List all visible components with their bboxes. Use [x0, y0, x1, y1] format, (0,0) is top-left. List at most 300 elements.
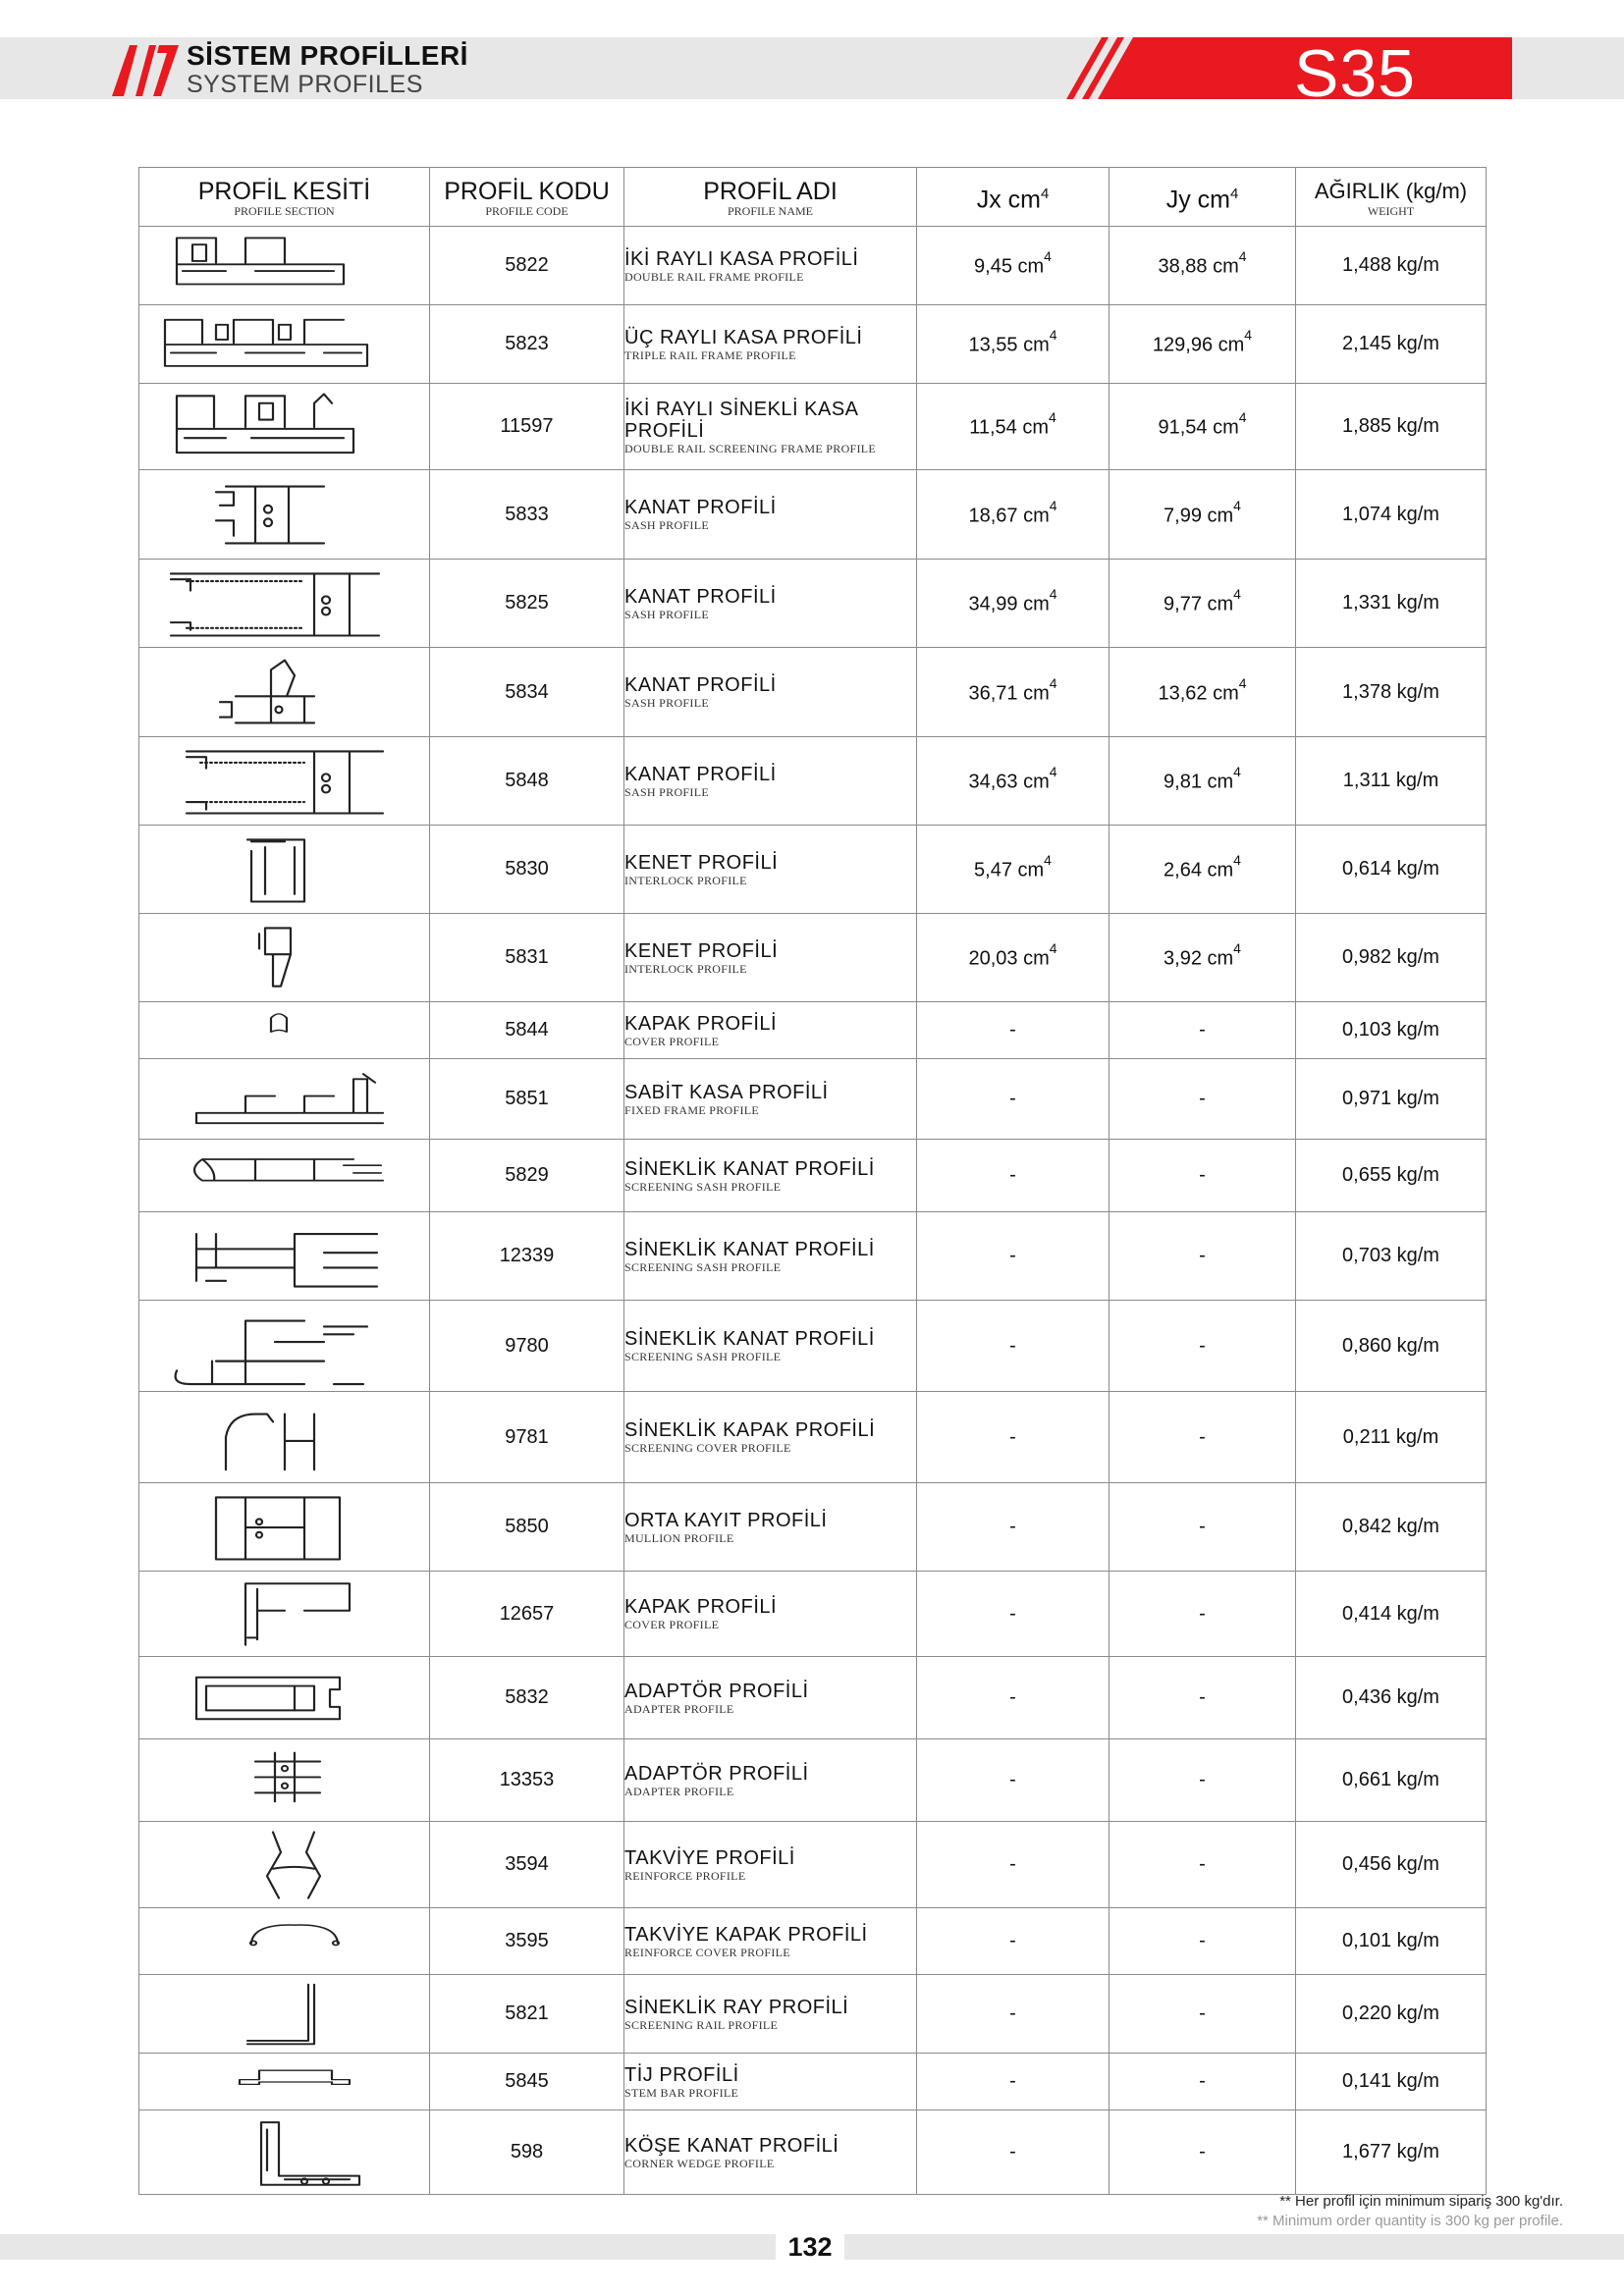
- jx-cell: [917, 1572, 1110, 1657]
- jx-exponent: 4: [1044, 852, 1052, 869]
- jx-value: -: [1009, 1853, 1016, 1875]
- profile-name-en: SASH PROFILE: [624, 518, 709, 532]
- profile-section-cell: [139, 2054, 430, 2110]
- table-row: [139, 1002, 1487, 1059]
- profile-section-cell: [139, 914, 430, 1002]
- profile-name-en: INTERLOCK PROFILE: [624, 961, 747, 976]
- weight-value: 1,074 kg/m: [1296, 470, 1487, 560]
- jy-value: 13,62 cm: [1158, 682, 1239, 705]
- screening-cover-section-icon: [157, 1395, 412, 1479]
- profile-section-cell: [139, 648, 430, 737]
- table-row: [139, 1822, 1487, 1908]
- jy-value: -: [1199, 1019, 1206, 1041]
- column-header-section: PROFİL KESİTİ PROFILE SECTION: [139, 168, 430, 227]
- profile-name-cell: [624, 737, 917, 826]
- jy-cell: [1110, 1483, 1296, 1572]
- profile-table: [138, 167, 1487, 2195]
- jx-exponent: 4: [1049, 497, 1057, 513]
- weight-value: 1,311 kg/m: [1296, 737, 1487, 826]
- jy-value: 129,96 cm: [1152, 334, 1245, 356]
- jy-value: -: [1199, 1425, 1206, 1448]
- jx-exponent: 4: [1048, 409, 1056, 426]
- table-row: [139, 1739, 1487, 1822]
- jy-cell: [1110, 1301, 1296, 1392]
- jy-value: -: [1199, 1853, 1206, 1875]
- jy-exponent: 4: [1238, 674, 1247, 691]
- weight-value: 0,703 kg/m: [1296, 1212, 1487, 1301]
- jy-value: -: [1199, 1164, 1206, 1186]
- header-title-tr: SİSTEM PROFİLLERİ: [187, 40, 468, 71]
- table-row: [139, 560, 1487, 648]
- jx-value: -: [1009, 1602, 1016, 1625]
- jy-value: 7,99 cm: [1164, 505, 1234, 527]
- jx-cell: [917, 1301, 1110, 1392]
- jy-cell: [1110, 305, 1296, 384]
- table-row: [139, 227, 1487, 305]
- column-header-code: PROFİL KODU PROFILE CODE: [430, 168, 624, 227]
- jy-cell: [1110, 1392, 1296, 1483]
- weight-value: 0,842 kg/m: [1296, 1483, 1487, 1572]
- jx-value: -: [1009, 1686, 1016, 1708]
- jy-exponent: 4: [1233, 764, 1241, 780]
- profile-code: 12657: [430, 1572, 624, 1657]
- jx-exponent: 4: [1044, 248, 1052, 265]
- jx-value: -: [1009, 1164, 1016, 1186]
- jy-exponent: 4: [1238, 248, 1247, 265]
- jy-value: -: [1199, 1088, 1206, 1109]
- weight-value: 0,211 kg/m: [1296, 1392, 1487, 1483]
- jy-value: -: [1199, 1516, 1206, 1537]
- weight-value: 1,677 kg/m: [1296, 2110, 1487, 2195]
- profile-name-en: SCREENING SASH PROFILE: [624, 1179, 782, 1194]
- jx-exponent: 4: [1049, 940, 1057, 957]
- table-row: [139, 737, 1487, 826]
- profile-code: 598: [430, 2110, 624, 2195]
- profile-name-en: ADAPTER PROFILE: [624, 1701, 734, 1716]
- reinforce-cover-section-icon: [157, 1911, 412, 1972]
- jx-value: -: [1009, 1425, 1016, 1448]
- jx-cell: [917, 305, 1110, 384]
- jx-cell: [917, 1002, 1110, 1059]
- sash-section-icon: [157, 562, 412, 645]
- screening-rail-section-icon: [157, 1978, 412, 2051]
- jy-cell: [1110, 470, 1296, 560]
- profile-name-cell: [624, 1739, 917, 1822]
- page-number: 132: [776, 2232, 844, 2263]
- profile-name-cell: [624, 1822, 917, 1908]
- jx-value: -: [1009, 1245, 1016, 1266]
- jy-value: -: [1199, 1334, 1206, 1357]
- double-rail-frame-section-icon: [157, 230, 412, 302]
- profile-code: 5832: [430, 1657, 624, 1739]
- table-row: [139, 914, 1487, 1002]
- jx-cell: [917, 1657, 1110, 1739]
- profile-name-en: SASH PROFILE: [624, 784, 709, 799]
- profile-section-cell: [139, 470, 430, 560]
- table-row: [139, 1975, 1487, 2054]
- weight-value: 0,141 kg/m: [1296, 2054, 1487, 2110]
- profile-section-cell: [139, 384, 430, 470]
- profile-code: 5844: [430, 1002, 624, 1059]
- jy-value: 9,81 cm: [1164, 771, 1234, 793]
- profile-name-tr: TAKVİYE KAPAK PROFİLİ: [624, 1923, 868, 1946]
- jx-value: 9,45 cm: [974, 255, 1045, 278]
- jy-value: 91,54 cm: [1158, 416, 1239, 439]
- jx-value: 18,67 cm: [968, 505, 1050, 527]
- profile-name-tr: SİNEKLİK KANAT PROFİLİ: [624, 1157, 875, 1180]
- jx-cell: [917, 1212, 1110, 1301]
- order-note-tr: ** Her profil için minimum sipariş 300 kg'dır.: [1279, 2193, 1563, 2210]
- profile-name-tr: SİNEKLİK KANAT PROFİLİ: [624, 1238, 875, 1260]
- jy-cell: [1110, 384, 1296, 470]
- table-row: [139, 305, 1487, 384]
- table-row: [139, 1301, 1487, 1392]
- profile-section-cell: [139, 1059, 430, 1140]
- profile-section-cell: [139, 560, 430, 648]
- jy-value: 3,92 cm: [1164, 947, 1234, 970]
- corner-wedge-section-icon: [157, 2113, 412, 2192]
- jy-cell: [1110, 1908, 1296, 1975]
- profile-name-tr: KANAT PROFİLİ: [624, 585, 777, 608]
- profile-name-en: COVER PROFILE: [624, 1034, 720, 1048]
- profile-name-tr: ADAPTÖR PROFİLİ: [624, 1680, 809, 1702]
- header-title-en: SYSTEM PROFILES: [187, 71, 423, 98]
- table-row: [139, 1572, 1487, 1657]
- profile-name-tr: KENET PROFİLİ: [624, 939, 779, 962]
- jx-exponent: 4: [1049, 764, 1057, 780]
- screening-sash-section-icon: [157, 1143, 412, 1209]
- jx-cell: [917, 1822, 1110, 1908]
- profile-name-tr: TAKVİYE PROFİLİ: [624, 1846, 795, 1869]
- profile-code: 5848: [430, 737, 624, 826]
- profile-name-en: MULLION PROFILE: [624, 1530, 734, 1545]
- jy-value: -: [1199, 2141, 1206, 2163]
- weight-value: 0,103 kg/m: [1296, 1002, 1487, 1059]
- profile-name-en: SASH PROFILE: [624, 696, 709, 710]
- weight-value: 0,971 kg/m: [1296, 1059, 1487, 1140]
- profile-section-cell: [139, 1739, 430, 1822]
- jy-cell: [1110, 1822, 1296, 1908]
- table-row: [139, 1059, 1487, 1140]
- weight-value: 0,655 kg/m: [1296, 1140, 1487, 1212]
- profile-name-en: ADAPTER PROFILE: [624, 1784, 734, 1798]
- profile-code: 5822: [430, 227, 624, 305]
- column-header-jx: Jx $cm^4$: [917, 168, 1110, 227]
- weight-value: 0,220 kg/m: [1296, 1975, 1487, 2054]
- profile-name-en: COVER PROFILE: [624, 1618, 720, 1631]
- profile-name-en: STEM BAR PROFILE: [624, 2085, 739, 2100]
- profile-name-cell: [624, 1212, 917, 1301]
- table-row: [139, 2110, 1487, 2195]
- jy-cell: [1110, 1657, 1296, 1739]
- profile-name-cell: [624, 1572, 917, 1657]
- profile-name-en: CORNER WEDGE PROFILE: [624, 2156, 775, 2170]
- jx-exponent: 4: [1049, 327, 1057, 344]
- profile-name-cell: [624, 305, 917, 384]
- table-row: [139, 826, 1487, 914]
- jx-cell: [917, 737, 1110, 826]
- profile-name-en: SCREENING SASH PROFILE: [624, 1350, 782, 1363]
- jy-exponent: 4: [1233, 852, 1241, 869]
- profile-name-en: SCREENING SASH PROFILE: [624, 1259, 782, 1274]
- jx-value: -: [1009, 2070, 1016, 2092]
- profile-name-en: DOUBLE RAIL SCREENING FRAME PROFILE: [624, 441, 877, 455]
- jx-cell: [917, 1975, 1110, 2054]
- profile-name-tr: KANAT PROFİLİ: [624, 763, 777, 785]
- profile-name-tr: KAPAK PROFİLİ: [624, 1012, 778, 1035]
- profile-name-cell: [624, 1392, 917, 1483]
- profile-section-cell: [139, 1002, 430, 1059]
- jy-cell: [1110, 914, 1296, 1002]
- jx-exponent: 4: [1049, 674, 1057, 691]
- weight-value: 0,982 kg/m: [1296, 914, 1487, 1002]
- jx-cell: [917, 470, 1110, 560]
- profile-code: 13353: [430, 1739, 624, 1822]
- jx-value: -: [1009, 1088, 1016, 1109]
- jx-cell: [917, 560, 1110, 648]
- profile-section-cell: [139, 1975, 430, 2054]
- weight-value: 2,145 kg/m: [1296, 305, 1487, 384]
- profile-code: 12339: [430, 1212, 624, 1301]
- profile-code: 3594: [430, 1822, 624, 1908]
- profile-code: 5821: [430, 1975, 624, 2054]
- profile-name-tr: SİNEKLİK KANAT PROFİLİ: [624, 1328, 875, 1350]
- table-row: [139, 1483, 1487, 1572]
- profile-name-en: SASH PROFILE: [624, 607, 709, 621]
- stem-bar-section-icon: [157, 2056, 412, 2108]
- weight-value: 1,331 kg/m: [1296, 560, 1487, 648]
- jx-cell: [917, 914, 1110, 1002]
- jx-value: 5,47 cm: [974, 859, 1045, 881]
- column-header-weight: AĞIRLIK (kg/m) WEIGHT: [1296, 168, 1487, 227]
- profile-name-cell: [624, 384, 917, 470]
- profile-name-tr: ÜÇ RAYLI KASA PROFİLİ: [624, 326, 863, 348]
- jy-value: -: [1199, 1930, 1206, 1951]
- weight-value: 0,456 kg/m: [1296, 1822, 1487, 1908]
- profile-code: 5830: [430, 826, 624, 914]
- jx-exponent: 4: [1049, 586, 1057, 603]
- profile-code: 11597: [430, 384, 624, 470]
- weight-value: 1,885 kg/m: [1296, 384, 1487, 470]
- fixed-frame-section-icon: [157, 1062, 412, 1137]
- profile-code: 5833: [430, 470, 624, 560]
- jy-cell: [1110, 560, 1296, 648]
- profile-name-tr: İKİ RAYLI SİNEKLİ KASA PROFİLİ: [624, 398, 858, 442]
- profile-name-cell: [624, 227, 917, 305]
- profile-name-en: SCREENING COVER PROFILE: [624, 1441, 791, 1455]
- jy-value: -: [1199, 1686, 1206, 1708]
- profile-name-cell: [624, 2054, 917, 2110]
- order-notes: [1257, 2192, 1563, 2231]
- sash-section-icon: [157, 473, 412, 557]
- jx-cell: [917, 1059, 1110, 1140]
- jx-value: 36,71 cm: [968, 682, 1050, 705]
- jy-value: -: [1199, 2070, 1206, 2092]
- jy-value: -: [1199, 1245, 1206, 1266]
- screening-sash-section-icon: [157, 1304, 412, 1388]
- profile-section-cell: [139, 2110, 430, 2195]
- jx-value: 13,55 cm: [968, 334, 1050, 356]
- jx-cell: [917, 1483, 1110, 1572]
- jy-cell: [1110, 2054, 1296, 2110]
- profile-code: 5845: [430, 2054, 624, 2110]
- jy-exponent: 4: [1233, 940, 1241, 957]
- profile-section-cell: [139, 1392, 430, 1483]
- jx-value: -: [1009, 1516, 1016, 1537]
- table-row: [139, 384, 1487, 470]
- profile-name-cell: [624, 1975, 917, 2054]
- jx-cell: [917, 227, 1110, 305]
- table-row: [139, 1392, 1487, 1483]
- weight-value: 0,614 kg/m: [1296, 826, 1487, 914]
- profile-section-cell: [139, 1822, 430, 1908]
- table-row: [139, 1212, 1487, 1301]
- jy-cell: [1110, 1212, 1296, 1301]
- jy-value: 38,88 cm: [1158, 255, 1239, 278]
- profile-name-cell: [624, 648, 917, 737]
- profile-code: 5831: [430, 914, 624, 1002]
- cover-section-icon: [157, 1005, 412, 1056]
- jx-value: 11,54 cm: [969, 416, 1049, 439]
- profile-section-cell: [139, 1572, 430, 1657]
- profile-name-tr: ADAPTÖR PROFİLİ: [624, 1762, 809, 1785]
- profile-section-cell: [139, 1483, 430, 1572]
- profile-name-en: INTERLOCK PROFILE: [624, 873, 747, 887]
- brand-logo-icon: [110, 41, 181, 98]
- jy-exponent: 4: [1233, 497, 1241, 513]
- profile-name-tr: KANAT PROFİLİ: [624, 497, 777, 518]
- profile-name-cell: [624, 1483, 917, 1572]
- screening-frame-section-icon: [157, 387, 412, 467]
- cover-section-icon: [157, 1575, 412, 1654]
- jy-cell: [1110, 1572, 1296, 1657]
- profile-code: 9781: [430, 1392, 624, 1483]
- profile-name-tr: SİNEKLİK KAPAK PROFİLİ: [624, 1419, 876, 1441]
- profile-section-cell: [139, 737, 430, 826]
- order-note-en: ** Minimum order quantity is 300 kg per profile.: [1257, 2213, 1563, 2229]
- profile-section-cell: [139, 305, 430, 384]
- jx-value: -: [1009, 1334, 1016, 1357]
- jx-value: -: [1009, 1019, 1016, 1041]
- profile-name-cell: [624, 914, 917, 1002]
- profile-name-cell: [624, 1657, 917, 1739]
- jy-exponent: 4: [1238, 409, 1247, 426]
- jy-exponent: 4: [1244, 327, 1253, 344]
- profile-code: 5834: [430, 648, 624, 737]
- jy-cell: [1110, 826, 1296, 914]
- jx-value: -: [1009, 2141, 1016, 2163]
- profile-name-en: TRIPLE RAIL FRAME PROFILE: [624, 347, 796, 362]
- profile-name-en: REINFORCE PROFILE: [624, 1868, 746, 1883]
- profile-code: 3595: [430, 1908, 624, 1975]
- profile-section-cell: [139, 1140, 430, 1212]
- jx-cell: [917, 648, 1110, 737]
- screening-sash-section-icon: [157, 1215, 412, 1298]
- profile-name-cell: [624, 826, 917, 914]
- jy-cell: [1110, 1140, 1296, 1212]
- table-row: [139, 1908, 1487, 1975]
- profile-name-tr: TİJ PROFİLİ: [624, 2063, 739, 2086]
- weight-value: 0,661 kg/m: [1296, 1739, 1487, 1822]
- profile-code: 5825: [430, 560, 624, 648]
- jy-cell: [1110, 2110, 1296, 2195]
- profile-code: 9780: [430, 1301, 624, 1392]
- table-row: [139, 470, 1487, 560]
- jx-cell: [917, 1140, 1110, 1212]
- jy-cell: [1110, 1975, 1296, 2054]
- jx-value: 34,63 cm: [968, 771, 1050, 793]
- jy-value: 2,64 cm: [1164, 859, 1234, 881]
- column-header-name: PROFİL ADI PROFILE NAME: [624, 168, 917, 227]
- profile-name-tr: İKİ RAYLI KASA PROFİLİ: [624, 247, 859, 270]
- profile-code: 5850: [430, 1483, 624, 1572]
- profile-name-cell: [624, 560, 917, 648]
- jy-value: -: [1199, 2002, 1206, 2024]
- jy-value: -: [1199, 1602, 1206, 1625]
- weight-value: 1,378 kg/m: [1296, 648, 1487, 737]
- table-header-row: [139, 168, 1487, 227]
- jy-cell: [1110, 1059, 1296, 1140]
- profile-name-tr: ORTA KAYIT PROFİLİ: [624, 1509, 828, 1531]
- profile-name-en: REINFORCE COVER PROFILE: [624, 1945, 790, 1959]
- profile-code: 5851: [430, 1059, 624, 1140]
- profile-name-cell: [624, 1140, 917, 1212]
- jx-value: 20,03 cm: [968, 947, 1050, 970]
- jy-cell: [1110, 1739, 1296, 1822]
- interlock-section-icon: [157, 828, 412, 911]
- jx-value: -: [1009, 2002, 1016, 2024]
- jx-cell: [917, 826, 1110, 914]
- profile-section-cell: [139, 826, 430, 914]
- jy-value: -: [1199, 1769, 1206, 1790]
- profile-name-tr: KÖŞE KANAT PROFİLİ: [624, 2134, 839, 2157]
- profile-name-cell: [624, 2110, 917, 2195]
- jx-cell: [917, 2054, 1110, 2110]
- weight-value: 0,436 kg/m: [1296, 1657, 1487, 1739]
- jx-cell: [917, 384, 1110, 470]
- jx-value: -: [1009, 1769, 1016, 1790]
- adapter-section-icon: [157, 1742, 412, 1819]
- jx-cell: [917, 1908, 1110, 1975]
- table-row: [139, 1657, 1487, 1739]
- profile-name-tr: SABİT KASA PROFİLİ: [624, 1081, 829, 1103]
- table-row: [139, 1140, 1487, 1212]
- jx-value: -: [1009, 1930, 1016, 1951]
- profile-section-cell: [139, 1301, 430, 1392]
- reinforce-section-icon: [157, 1825, 412, 1905]
- weight-value: 0,860 kg/m: [1296, 1301, 1487, 1392]
- profile-name-cell: [624, 1002, 917, 1059]
- jx-cell: [917, 2110, 1110, 2195]
- jy-value: 9,77 cm: [1164, 593, 1234, 615]
- profile-section-cell: [139, 1908, 430, 1975]
- table-body: [139, 227, 1487, 2195]
- profile-name-tr: KAPAK PROFİLİ: [624, 1596, 778, 1618]
- profile-name-cell: [624, 1059, 917, 1140]
- profile-name-en: DOUBLE RAIL FRAME PROFILE: [624, 269, 804, 284]
- profile-section-cell: [139, 1657, 430, 1739]
- jx-cell: [917, 1739, 1110, 1822]
- sash-section-icon: [157, 740, 412, 823]
- sash-section-icon: [157, 651, 412, 734]
- jx-value: 34,99 cm: [968, 593, 1050, 615]
- profile-section-cell: [139, 1212, 430, 1301]
- profile-name-tr: KANAT PROFİLİ: [624, 674, 777, 696]
- profile-code: 5823: [430, 305, 624, 384]
- column-header-jy: Jy $cm^4$: [1110, 168, 1296, 227]
- jy-cell: [1110, 737, 1296, 826]
- profile-name-en: FIXED FRAME PROFILE: [624, 1102, 760, 1117]
